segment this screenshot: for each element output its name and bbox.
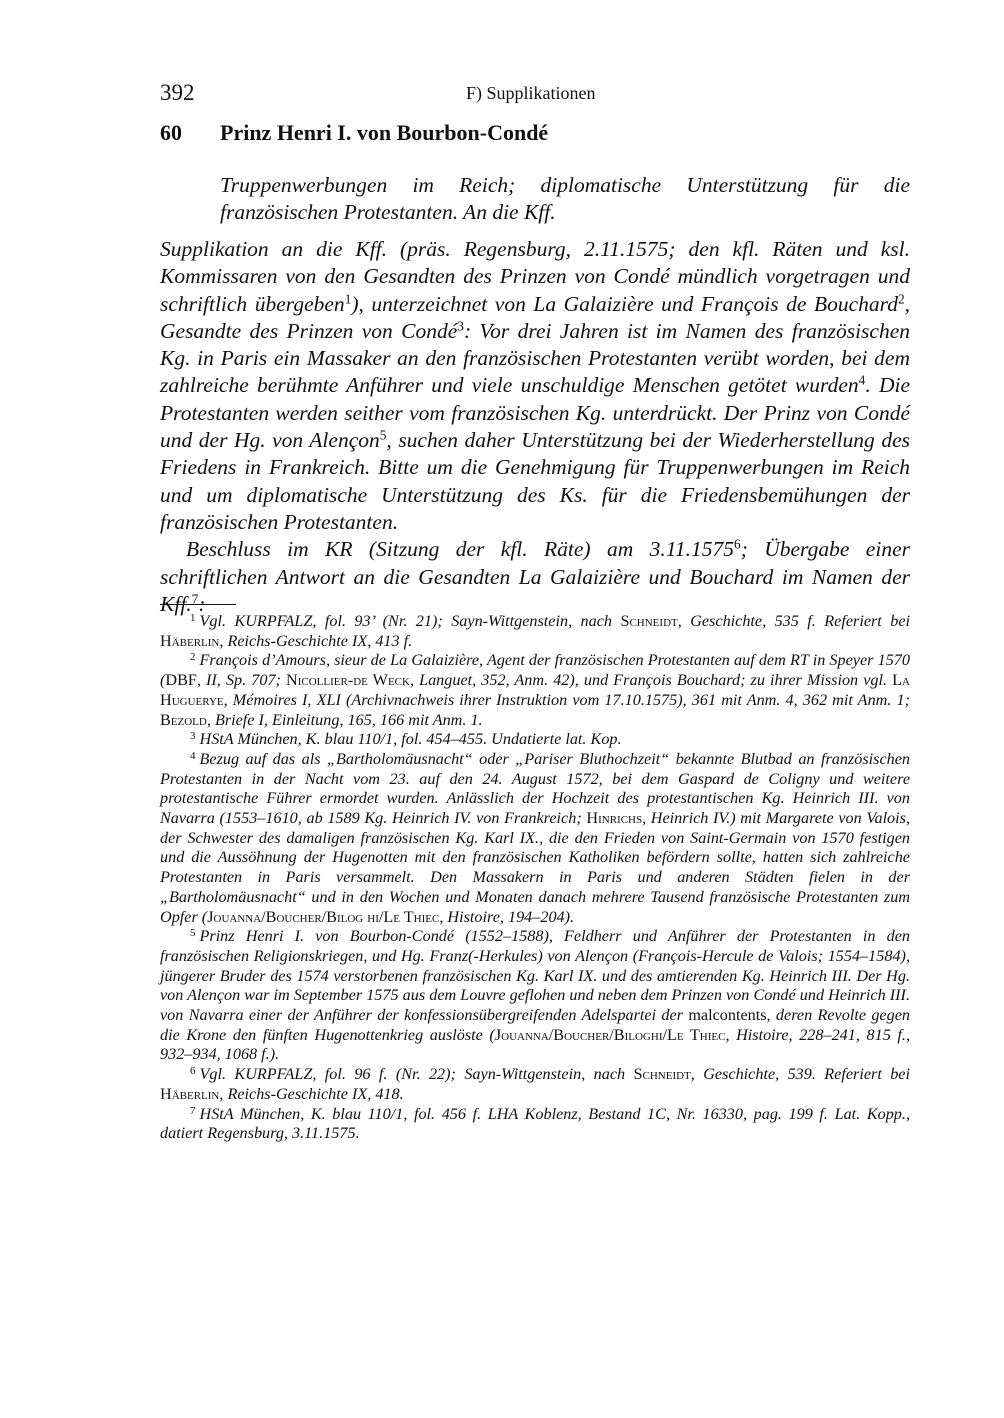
footnote-1: $^1$ Vgl. KURPFALZ, fol. 93’ (Nr. 21); Sayn-Wittgenstein, nach Schneidt, Geschichte, 535 f. Referiert bei Häberlin, Reichs-Geschichte IX, 413 f.: [160, 612, 910, 650]
page-number: 392: [160, 80, 195, 105]
document-title: Prinz Henri I. von Bourbon-Condé: [220, 120, 549, 145]
footnote-7: $^7$ HStA München, K. blau 110/1, fol. 456 f. LHA Koblenz, Bestand 1C, Nr. 16330, pag. 199 f. Lat. Kopp., datiert Regensburg, 3.11.1575.: [160, 1104, 910, 1143]
footnote-ref-3[interactable]: 3: [457, 318, 464, 334]
footnote-5: $^5$ Prinz Henri I. von Bourbon-Condé (1552–1588), Feldherr und Anführer der Protestanten in den französischen Religionskriegen, und Hg. Franz(-Herkules) von Alençon (François-Hercule de Valois; 1554–1584), jüngerer Bruder des 1574 verstorbenen französischen Kg. Karl IX. und des amtierenden Kg. Heinrich III. Der Hg. von Alençon war im September 1575 aus dem Louvre geflohen und neben dem Prinzen von Condé und Heinrich III. von Navarra einer der Anführer der konfessionsübergreifenden Adelspartei der malcontents, deren Revolte gegen die Krone den fünften Hugenottenkrieg auslöste (Jouanna/Boucher/Biloghi/Le Thiec, Histoire, 228–241, 815 f., 932–934, 1068 f.).: [160, 927, 910, 1064]
regest: Truppenwerbungen im Reich; diplomatische Unterstützung für die französischen Protestanten. An die Kff.: [220, 173, 910, 224]
body-paragraph-2: Beschluss im KR (Sitzung der kfl. Räte) am 3.11.1575$^6$; Übergabe einer schriftlichen Antwort an die Gesandten La Galaizière und Bouchard im Namen der Kff.$^7$:: [160, 536, 910, 616]
footnote-mark: 6: [190, 1065, 196, 1078]
footnote-3: $^3$ HStA München, K. blau 110/1, fol. 454–455. Undatierte lat. Kop.: [190, 730, 622, 749]
footnote-separator: [160, 604, 236, 605]
body-text: [160, 236, 910, 618]
footnote-ref-5[interactable]: 5: [379, 427, 387, 443]
footnote-mark: 5: [190, 927, 196, 940]
footnote-ref-1[interactable]: 1: [344, 291, 352, 307]
footnote-ref-6[interactable]: 6: [734, 536, 741, 552]
document-number: 60: [160, 120, 182, 145]
body-paragraph-1: Supplikation an die Kff. (präs. Regensburg, 2.11.1575; den kfl. Räten und ksl. Kommissaren von den Gesandten des Prinzen von Condé mündlich vorgetragen und schriftlich übergeben$^1$), unterzeichnet von La Galaizière und François de Bouchard$^2$, Gesandte des Prinzen von Condé$^3$: Vor drei Jahren ist im Namen des französischen Kg. in Paris ein Massaker an den französischen Protestanten verübt worden, bei dem zahlreiche berühmte Anführer und viele unschuldige Menschen getötet wurden$^4$. Die Protestanten werden seither vom französischen Kg. unterdrückt. Der Prinz von Condé und der Hg. von Alençon$^5$, suchen daher Unterstützung bei der Wiederherstellung des Friedens in Frankreich. Bitte um die Genehmigung für Truppenwerbungen im Reich und um diplomatische Unterstützung des Ks. für die Friedensbemühungen der französischen Protestanten.: [160, 237, 911, 534]
footnote-mark: 1: [190, 612, 196, 625]
footnote-mark: 7: [190, 1104, 196, 1117]
footnote-6: $^6$ Vgl. KURPFALZ, fol. 96 f. (Nr. 22); Sayn-Wittgenstein, nach Schneidt, Geschichte, 539. Referiert bei Häberlin, Reichs-Geschichte IX, 418.: [160, 1065, 910, 1103]
footnote-ref-4[interactable]: 4: [858, 373, 866, 389]
footnote-ref-7[interactable]: 7: [191, 591, 199, 607]
footnote-4: $^4$ Bezug auf das als „Bartholomäusnacht“ oder „Pariser Bluthochzeit“ bekannte Blutbad an französischen Protestanten in der Nacht vom 23. auf den 24. August 1572, bei dem Gaspard de Coligny und weitere protestantische Führer ermordet wurden. Anlässlich der Hochzeit des protestantischen Kg. Heinrich III. von Navarra (1553–1610, ab 1589 Kg. Heinrich IV. von Frankreich; Hinrichs, Heinrich IV.) mit Margarete von Valois, der Schwester des damaligen französischen Kg. Karl IX., die den Frieden von Saint-Germain von 1570 festigen und die Aussöhnung der Hugenotten mit den französischen Katholiken befördern sollte, hatten sich zahlreiche Protestanten in Paris versammelt. Den Massakern in Paris und anderen Städten fielen in der „Bartholomäusnacht“ und in den Wochen und Monaten danach mehrere Tausend französische Protestanten zum Opfer (Jouanna/Boucher/Bilog hi/Le Thiec, Histoire, 194–204).: [160, 749, 910, 926]
footnote-ref-2[interactable]: 2: [897, 291, 905, 307]
running-head: F) Supplikationen: [466, 83, 596, 103]
footnote-2: $^2$ François d’Amours, sieur de La Galaizière, Agent der französischen Protestanten auf dem RT in Speyer 1570 (DBF, II, Sp. 707; Nicollier-de Weck, Languet, 352, Anm. 42), und François Bouchard; zu ihrer Mission vgl. La Huguerye, Mémoires I, XLI (Archivnachweis ihrer Instruktion vom 17.10.1575), 361 mit Anm. 4, 362 mit Anm. 1; Bezold, Briefe I, Einleitung, 165, 166 mit Anm. 1.: [160, 651, 910, 729]
footnote-mark: 4: [190, 749, 196, 762]
footnote-mark: 3: [190, 730, 196, 743]
footnote-mark: 2: [190, 651, 196, 664]
footnotes: [160, 612, 910, 1144]
